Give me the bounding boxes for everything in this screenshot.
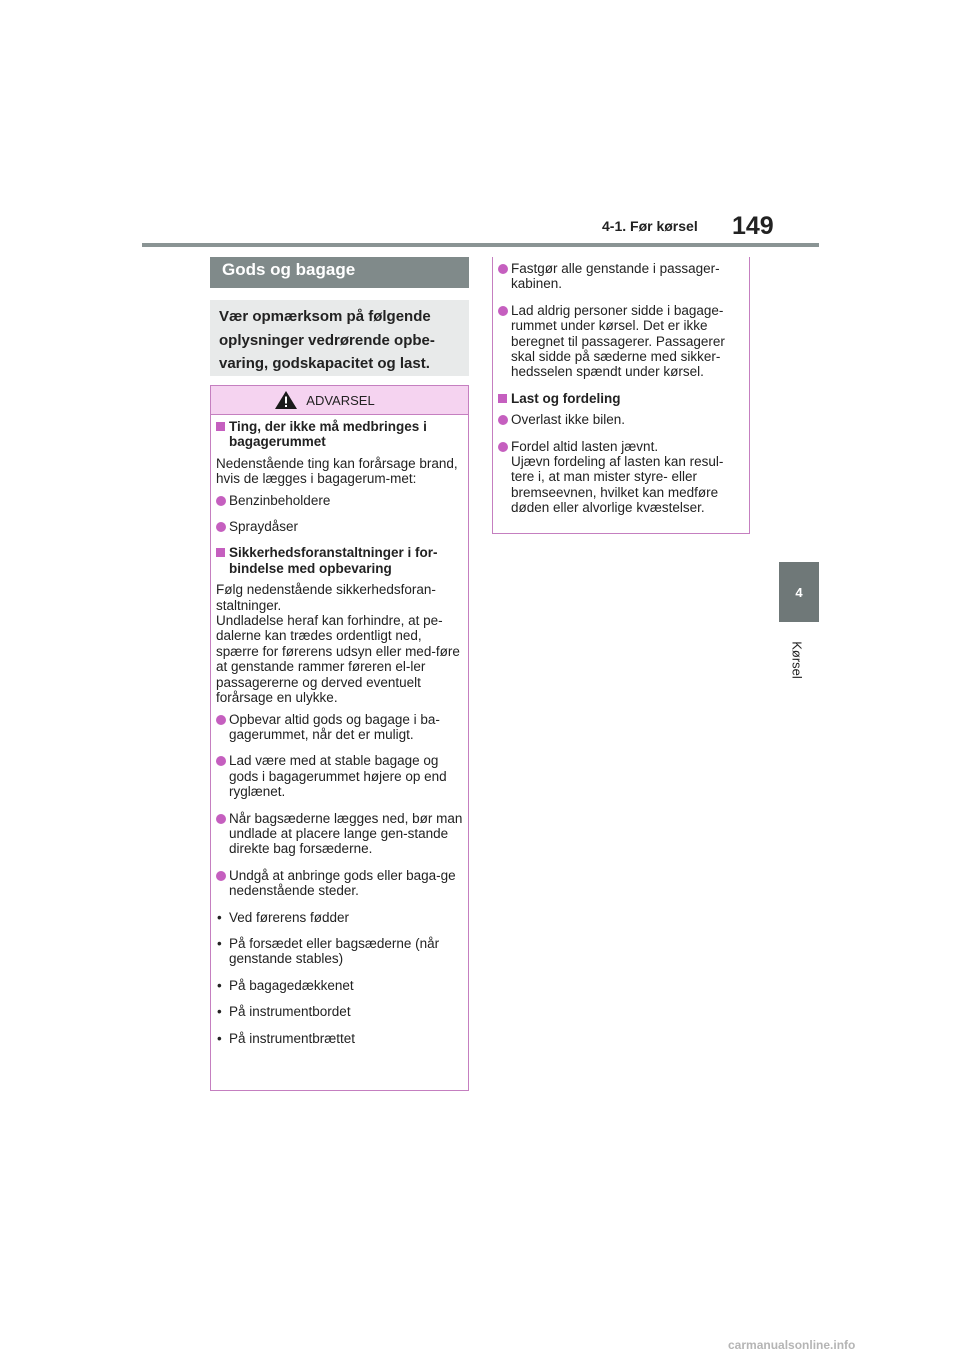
bullet-item: Overlast ikke bilen. (498, 412, 743, 427)
paragraph: Følg nedenstående sikkerhedsforan-staltninger. Undladelse heraf kan forhindre, at pe-dalerne kan trædes ordentligt ned, spærre for førerens udsyn eller med-føre at genstande rammer føreren el-ler passagererne og derved eventuelt forårsage en ulykke. (216, 582, 460, 706)
sub-item: • På bagagedækkenet (216, 978, 463, 993)
running-header: 4-1. Før kørsel (602, 218, 698, 234)
bullet-item: Fordel altid lasten jævnt. Ujævn fordeling af lasten kan resul-tere i, at man mister styre- eller bremseevnen, hvilket kan medføre døden eller alvorlige kvæstelser. (498, 439, 743, 516)
continued-warning-box (492, 257, 750, 534)
warning-body (211, 415, 468, 1046)
bullet-item: Når bagsæderne lægges ned, bør man undlade at placere lange gen-stande direkte bag forsæderne. (216, 811, 463, 857)
bullet-item: Undgå at anbringe gods eller baga-ge nedenstående steder. (216, 868, 463, 899)
chapter-label-text: Kørsel (789, 641, 805, 679)
chapter-tab (779, 562, 819, 622)
watermark: carmanualsonline.info (728, 1338, 856, 1352)
paragraph: Nedenstående ting kan forårsage brand, hvis de lægges i bagagerum-met: (216, 455, 458, 487)
bullet-item: Lad aldrig personer sidde i bagage-rummet under kørsel. Det er ikke beregnet til passagerer. Passagerer skal sidde på sæderne med sikker-hedsselen spændt under kørsel. (498, 303, 743, 380)
warning-header (211, 386, 468, 415)
subheading: Ting, der ikke må medbringes i bagagerummet (216, 419, 463, 450)
bullet-item: Lad være med at stable bagage og gods i bagagerummet højere op end ryglænet. (216, 753, 463, 799)
bullet-item: Opbevar altid gods og bagage i ba-gagerummet, når det er muligt. (216, 712, 463, 743)
sub-item: • På instrumentbordet (216, 1004, 463, 1019)
subheading: Last og fordeling (498, 391, 743, 406)
chapter-number: 4 (795, 584, 803, 600)
bullet-item: Fastgør alle genstande i passager-kabinen. (498, 261, 743, 292)
intro-box: Vær opmærksom på følgende oplysninger vedrørende opbe-varing, godskapacitet og last. (210, 300, 469, 376)
warning-triangle-icon (274, 390, 298, 410)
bullet-item: Benzinbeholdere (216, 493, 463, 508)
sub-item: • På forsædet eller bagsæderne (når genstande stables) (216, 936, 463, 967)
warning-title: ADVARSEL (306, 392, 375, 408)
chapter-label (782, 630, 812, 690)
section-title: Gods og bagage (210, 257, 469, 288)
header-rule (142, 243, 819, 247)
warning-box (210, 385, 469, 1091)
sub-item: • Ved førerens fødder (216, 910, 463, 925)
continued-warning-body (493, 257, 749, 516)
bullet-item: Spraydåser (216, 519, 463, 534)
subheading: Sikkerhedsforanstaltninger i for-bindelse med opbevaring (216, 545, 463, 576)
sub-item: • På instrumentbrættet (216, 1031, 463, 1046)
page-number: 149 (732, 212, 774, 240)
